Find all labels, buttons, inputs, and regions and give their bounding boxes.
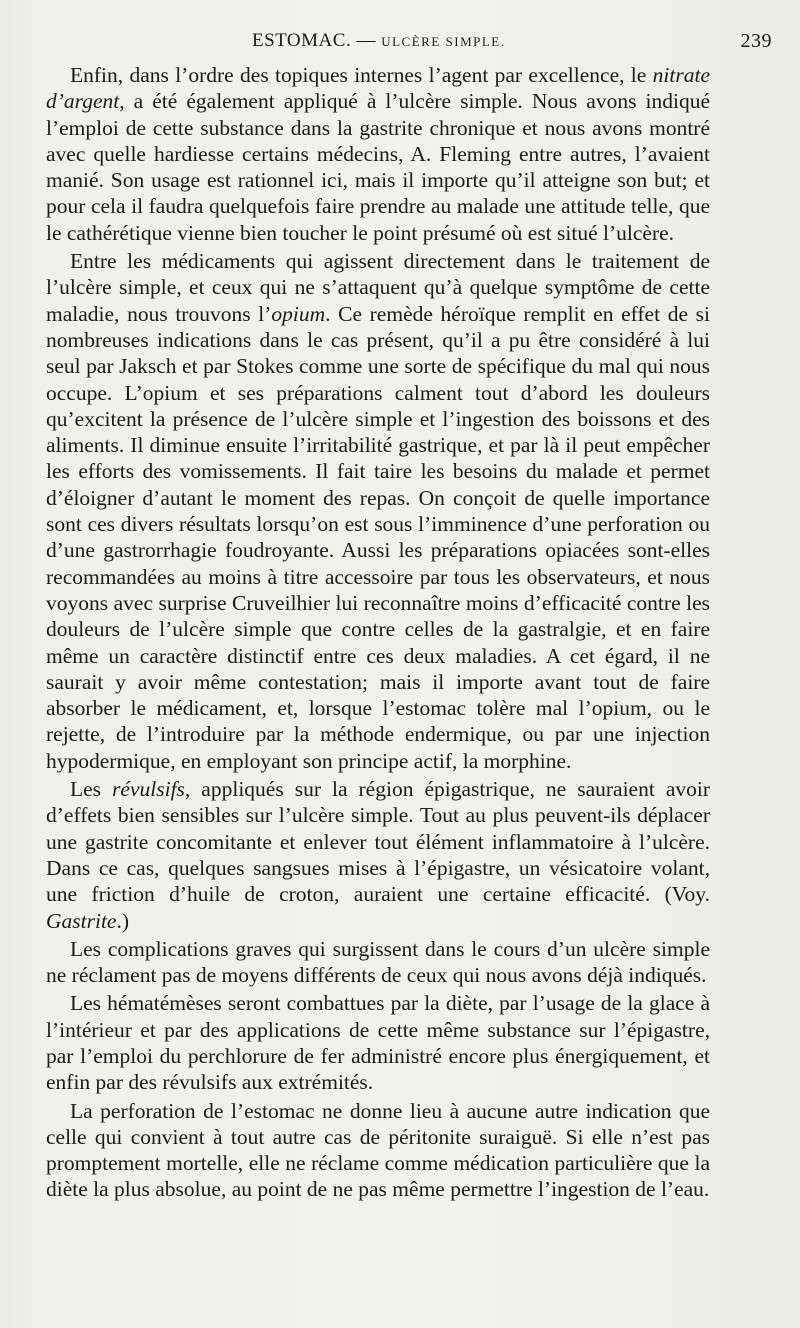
paragraph-nitrate — [46, 62, 710, 246]
running-head-title — [252, 30, 506, 52]
body-text — [46, 62, 710, 1205]
chapter-title: ESTOMAC. — [252, 30, 352, 51]
paragraph-opium — [46, 248, 710, 774]
text-run: Les complications graves qui surgissent dans le cours d’un ulcère simple ne réclament pas de moyens différents de ceux qui nous avons déjà indiqués. — [46, 936, 710, 988]
text-run: Entre les médicaments qui agissent directement dans le traitement de l’ulcère simple, et ceux qui ne s’attaquent qu’à quelque symptôme de cette maladie, nous trouvons l’ — [46, 249, 710, 326]
title-dash: — — [356, 30, 376, 51]
text-run: .) — [116, 908, 130, 933]
text-run: Enfin, dans l’ordre des topiques internes l’agent par excellence, le — [70, 63, 653, 87]
italic-term: opium — [271, 301, 326, 326]
page-number: 239 — [740, 30, 772, 52]
italic-term: révulsifs — [112, 777, 185, 802]
running-head — [46, 30, 786, 56]
paragraph-hematemeses — [46, 990, 710, 1095]
italic-term: nitrate d’argent — [46, 63, 710, 114]
text-run: , appliqués sur la région épigastrique, ne sauraient avoir d’effets bien sensibles sur l’ulcère simple. Tout au plus peuvent-ils déplacer une gastrite concomitante et enlever tout élément inflammatoire à l’ulcère. Dans ce cas, quelques sangsues mises à l’épigastre, un vésicatoire volant, une friction d’huile de croton, auraient une certaine efficacité. (Voy. — [46, 777, 711, 907]
paragraph-complications — [46, 936, 710, 989]
section-title: ULCÈRE SIMPLE. — [381, 34, 506, 49]
text-run: Les — [70, 777, 113, 802]
text-run: , a été également appliqué à l’ulcère simple. Nous avons indiqué l’emploi de cette substance dans la gastrite chronique et nous avons montré avec quelle hardiesse certains médecins, A. Fleming entre autres, l’avaient manié. Son usage est rationnel ici, mais il importe qu’il atteigne son but; et pour cela il faudra quelquefois faire prendre au malade une attitude telle, que le cathérétique vienne bien toucher le point présumé où est situé l’ulcère. — [46, 89, 710, 245]
paragraph-perforation — [46, 1098, 710, 1203]
italic-term: Gastrite — [46, 908, 117, 933]
text-run: . Ce remède héroïque remplit en effet de si nombreuses indications dans le cas présent, qu’il a pu être considéré à lui seul par Jaksch et par Stokes comme une sorte de spécifique du mal qui nous occupe. L’opium et ses préparations calment tout d’abord les douleurs qu’excitent la présence de l’ulcère simple et l’ingestion des boissons et des aliments. Il diminue ensuite l’irritabilité gastrique, et par là il peut empêcher les efforts des vomissements. Il fait taire les besoins du malade et permet d’éloigner d’autant le moment des repas. On conçoit de quelle importance sont ces divers résultats lorsqu’on est sous l’imminence d’une perforation ou d’une gastrorrhagie foudroyante. Aussi les préparations opiacées sont-elles recommandées au moins à titre accessoire par tous les observateurs, et nous voyons avec surprise Cruveilhier lui reconnaître moins d’efficacité contre les douleurs de l’ulcère simple que contre celles de la gastralgie, et en faire même un caractère distinctif entre ces deux maladies. A cet égard, il ne saurait y avoir même contestation; mais il importe avant tout de faire absorber le médicament, et, lorsque l’estomac tolère mal l’opium, ou le rejette, de l’introduire par la méthode endermique, ou par une injection hypodermique, en employant son principe actif, la morphine. — [46, 301, 710, 773]
text-run: Les hématémèses seront combattues par la diète, par l’usage de la glace à l’intérieur et par des applications de cette même substance sur l’épigastre, par l’emploi du perchlorure de fer administré encore plus énergiquement, et enfin par des révulsifs aux extrémités. — [46, 991, 710, 1095]
text-run: La perforation de l’estomac ne donne lieu à aucune autre indication que celle qui convient à tout autre cas de péritonite suraiguë. Si elle n’est pas promptement mortelle, elle ne réclame comme médication particulière que la diète la plus absolue, au point de ne pas même permettre l’ingestion de l’eau. — [46, 1098, 710, 1202]
paragraph-revulsifs — [46, 776, 710, 934]
